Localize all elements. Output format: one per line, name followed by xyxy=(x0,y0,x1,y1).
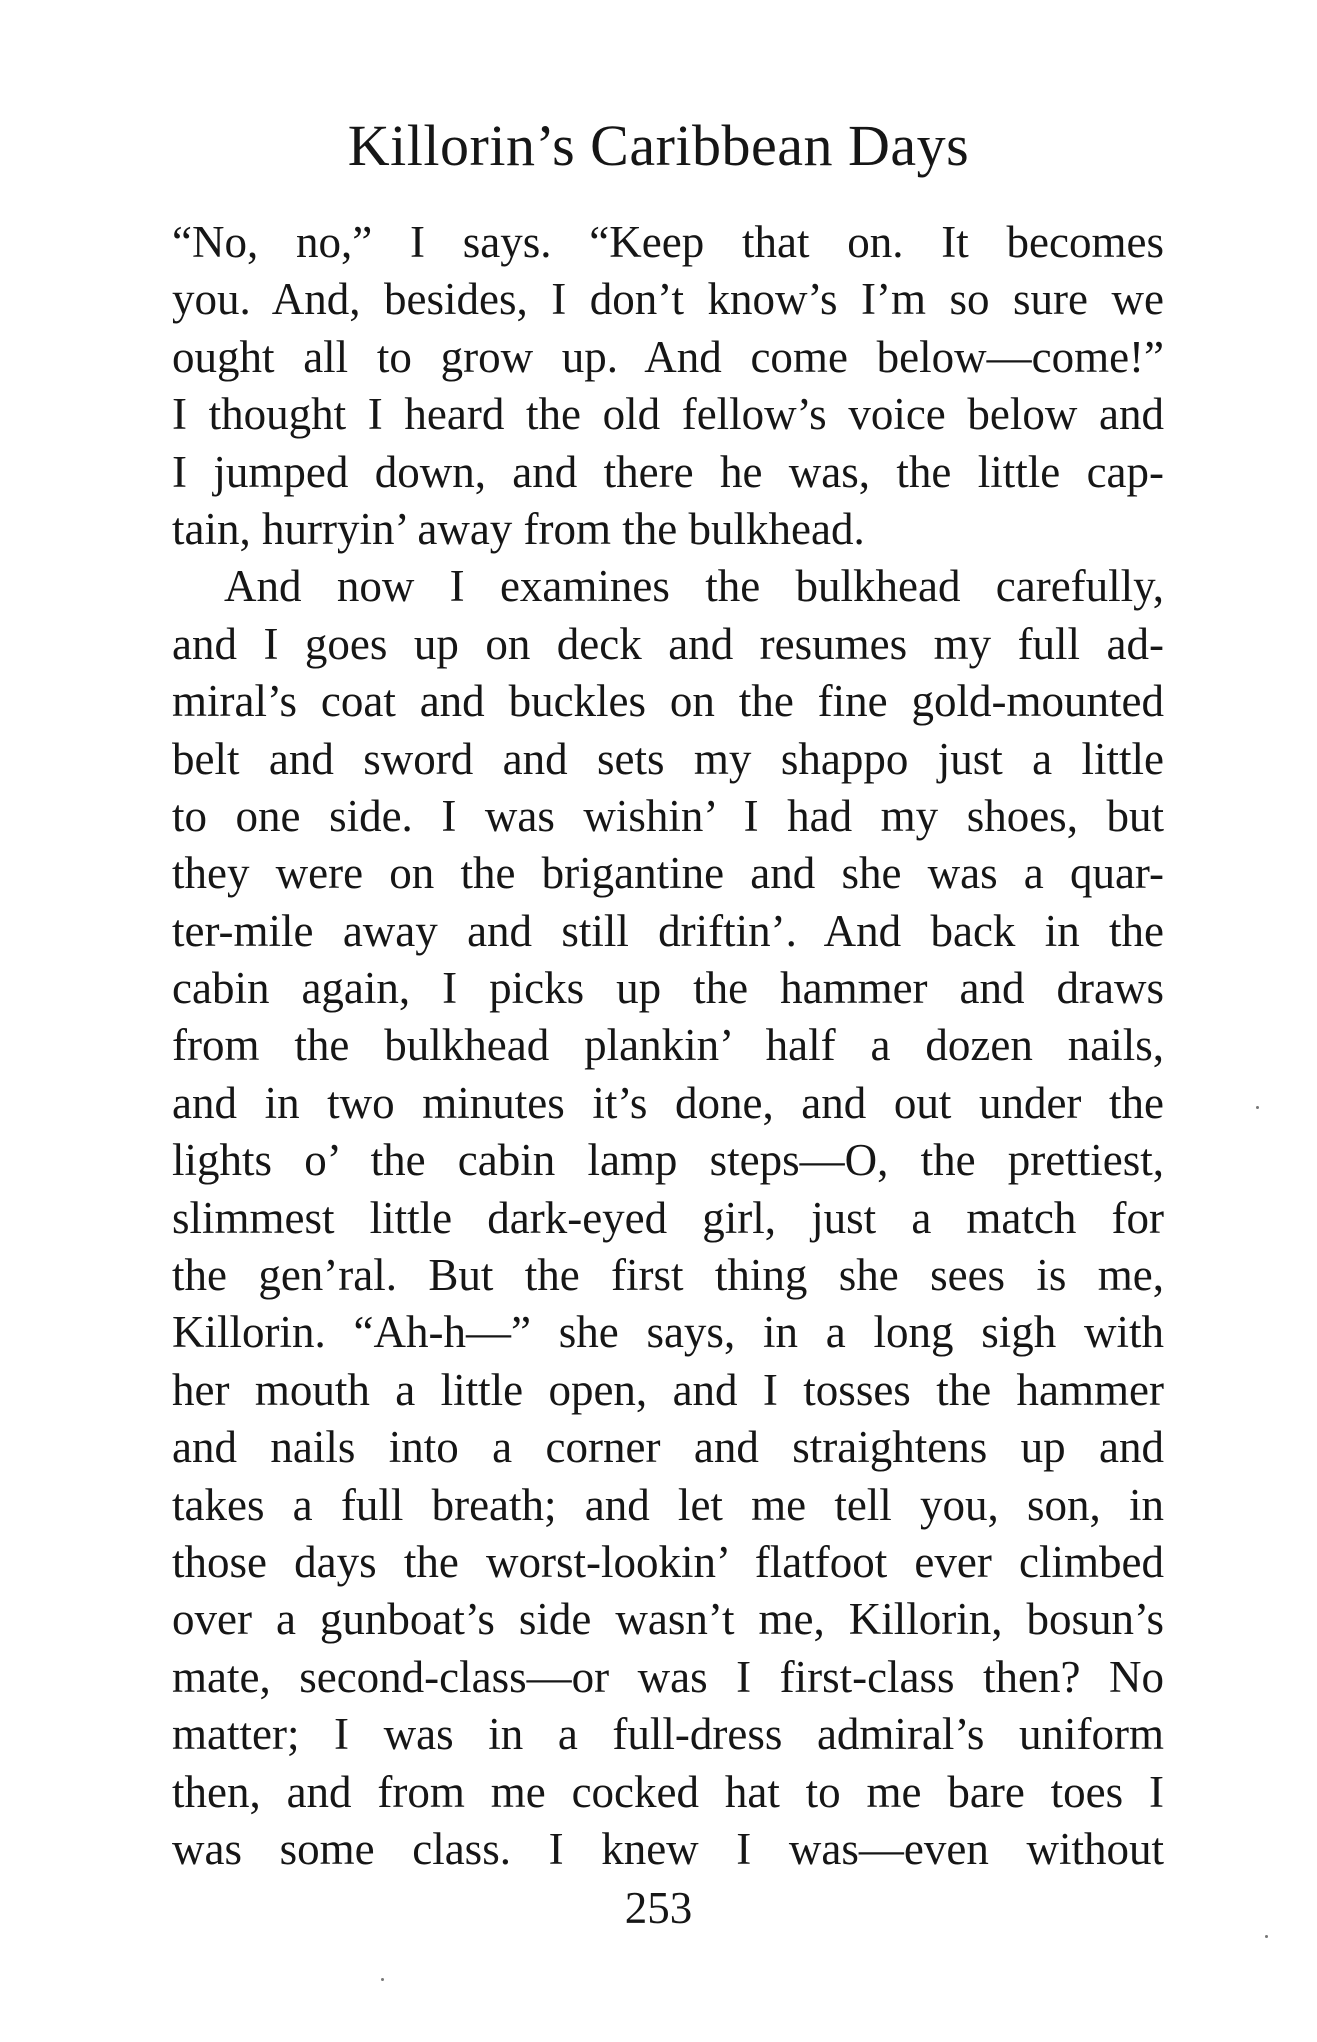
paper-speck xyxy=(1265,1935,1268,1938)
text-line: cabin again, I picks up the hammer and draws xyxy=(172,963,1164,1014)
text-line: I thought I heard the old fellow’s voice below and xyxy=(172,389,1164,440)
text-line: those days the worst-lookin’ flatfoot ever climbed xyxy=(172,1536,1164,1587)
text-line: and nails into a corner and straightens up and xyxy=(172,1422,1164,1473)
text-line: and I goes up on deck and resumes my full ad- xyxy=(172,618,1164,669)
text-line: her mouth a little open, and I tosses the hammer xyxy=(172,1364,1164,1415)
text-line: they were on the brigantine and she was a quar- xyxy=(172,848,1164,899)
text-line: you. And, besides, I don’t know’s I’m so sure we xyxy=(172,274,1164,325)
text-line: mate, second-class—or was I first-class then? No xyxy=(172,1651,1164,1702)
text-line: slimmest little dark-eyed girl, just a match for xyxy=(172,1192,1164,1243)
text-line: matter; I was in a full-dress admiral’s uniform xyxy=(172,1709,1164,1760)
text-line: from the bulkhead plankin’ half a dozen nails, xyxy=(172,1020,1164,1071)
text-line: belt and sword and sets my shappo just a little xyxy=(172,733,1164,784)
text-line: ter-mile away and still driftin’. And back in the xyxy=(172,905,1164,956)
text-line: then, and from me cocked hat to me bare toes I xyxy=(172,1766,1164,1817)
text-line: “No, no,” I says. “Keep that on. It becomes xyxy=(172,217,1164,267)
body-text xyxy=(172,214,1164,1878)
text-line: was some class. I knew I was—even without xyxy=(172,1823,1164,1874)
paper-speck xyxy=(1256,1106,1259,1109)
text-line: Killorin. “Ah-h—” she says, in a long sigh with xyxy=(172,1307,1164,1358)
paper-speck xyxy=(381,1978,384,1981)
text-line: and in two minutes it’s done, and out under the xyxy=(172,1077,1164,1128)
running-head: Killorin’s Caribbean Days xyxy=(347,113,970,178)
text-line: ought all to grow up. And come below—come!” xyxy=(172,331,1164,382)
text-line: miral’s coat and buckles on the fine gold-mounted xyxy=(172,676,1164,727)
text-line: tain, hurryin’ away from the bulkhead. xyxy=(172,503,865,554)
text-line: I jumped down, and there he was, the little cap- xyxy=(172,446,1164,497)
text-line: over a gunboat’s side wasn’t me, Killorin, bosun’s xyxy=(172,1594,1164,1645)
text-line: to one side. I was wishin’ I had my shoes, but xyxy=(172,790,1164,841)
page-number: 253 xyxy=(624,1883,693,1933)
text-line: And now I examines the bulkhead carefully, xyxy=(224,561,1164,612)
text-line: the gen’ral. But the first thing she sees is me, xyxy=(172,1250,1164,1301)
text-line: takes a full breath; and let me tell you, son, in xyxy=(172,1479,1164,1530)
text-line: lights o’ the cabin lamp steps—O, the prettiest, xyxy=(172,1135,1164,1186)
